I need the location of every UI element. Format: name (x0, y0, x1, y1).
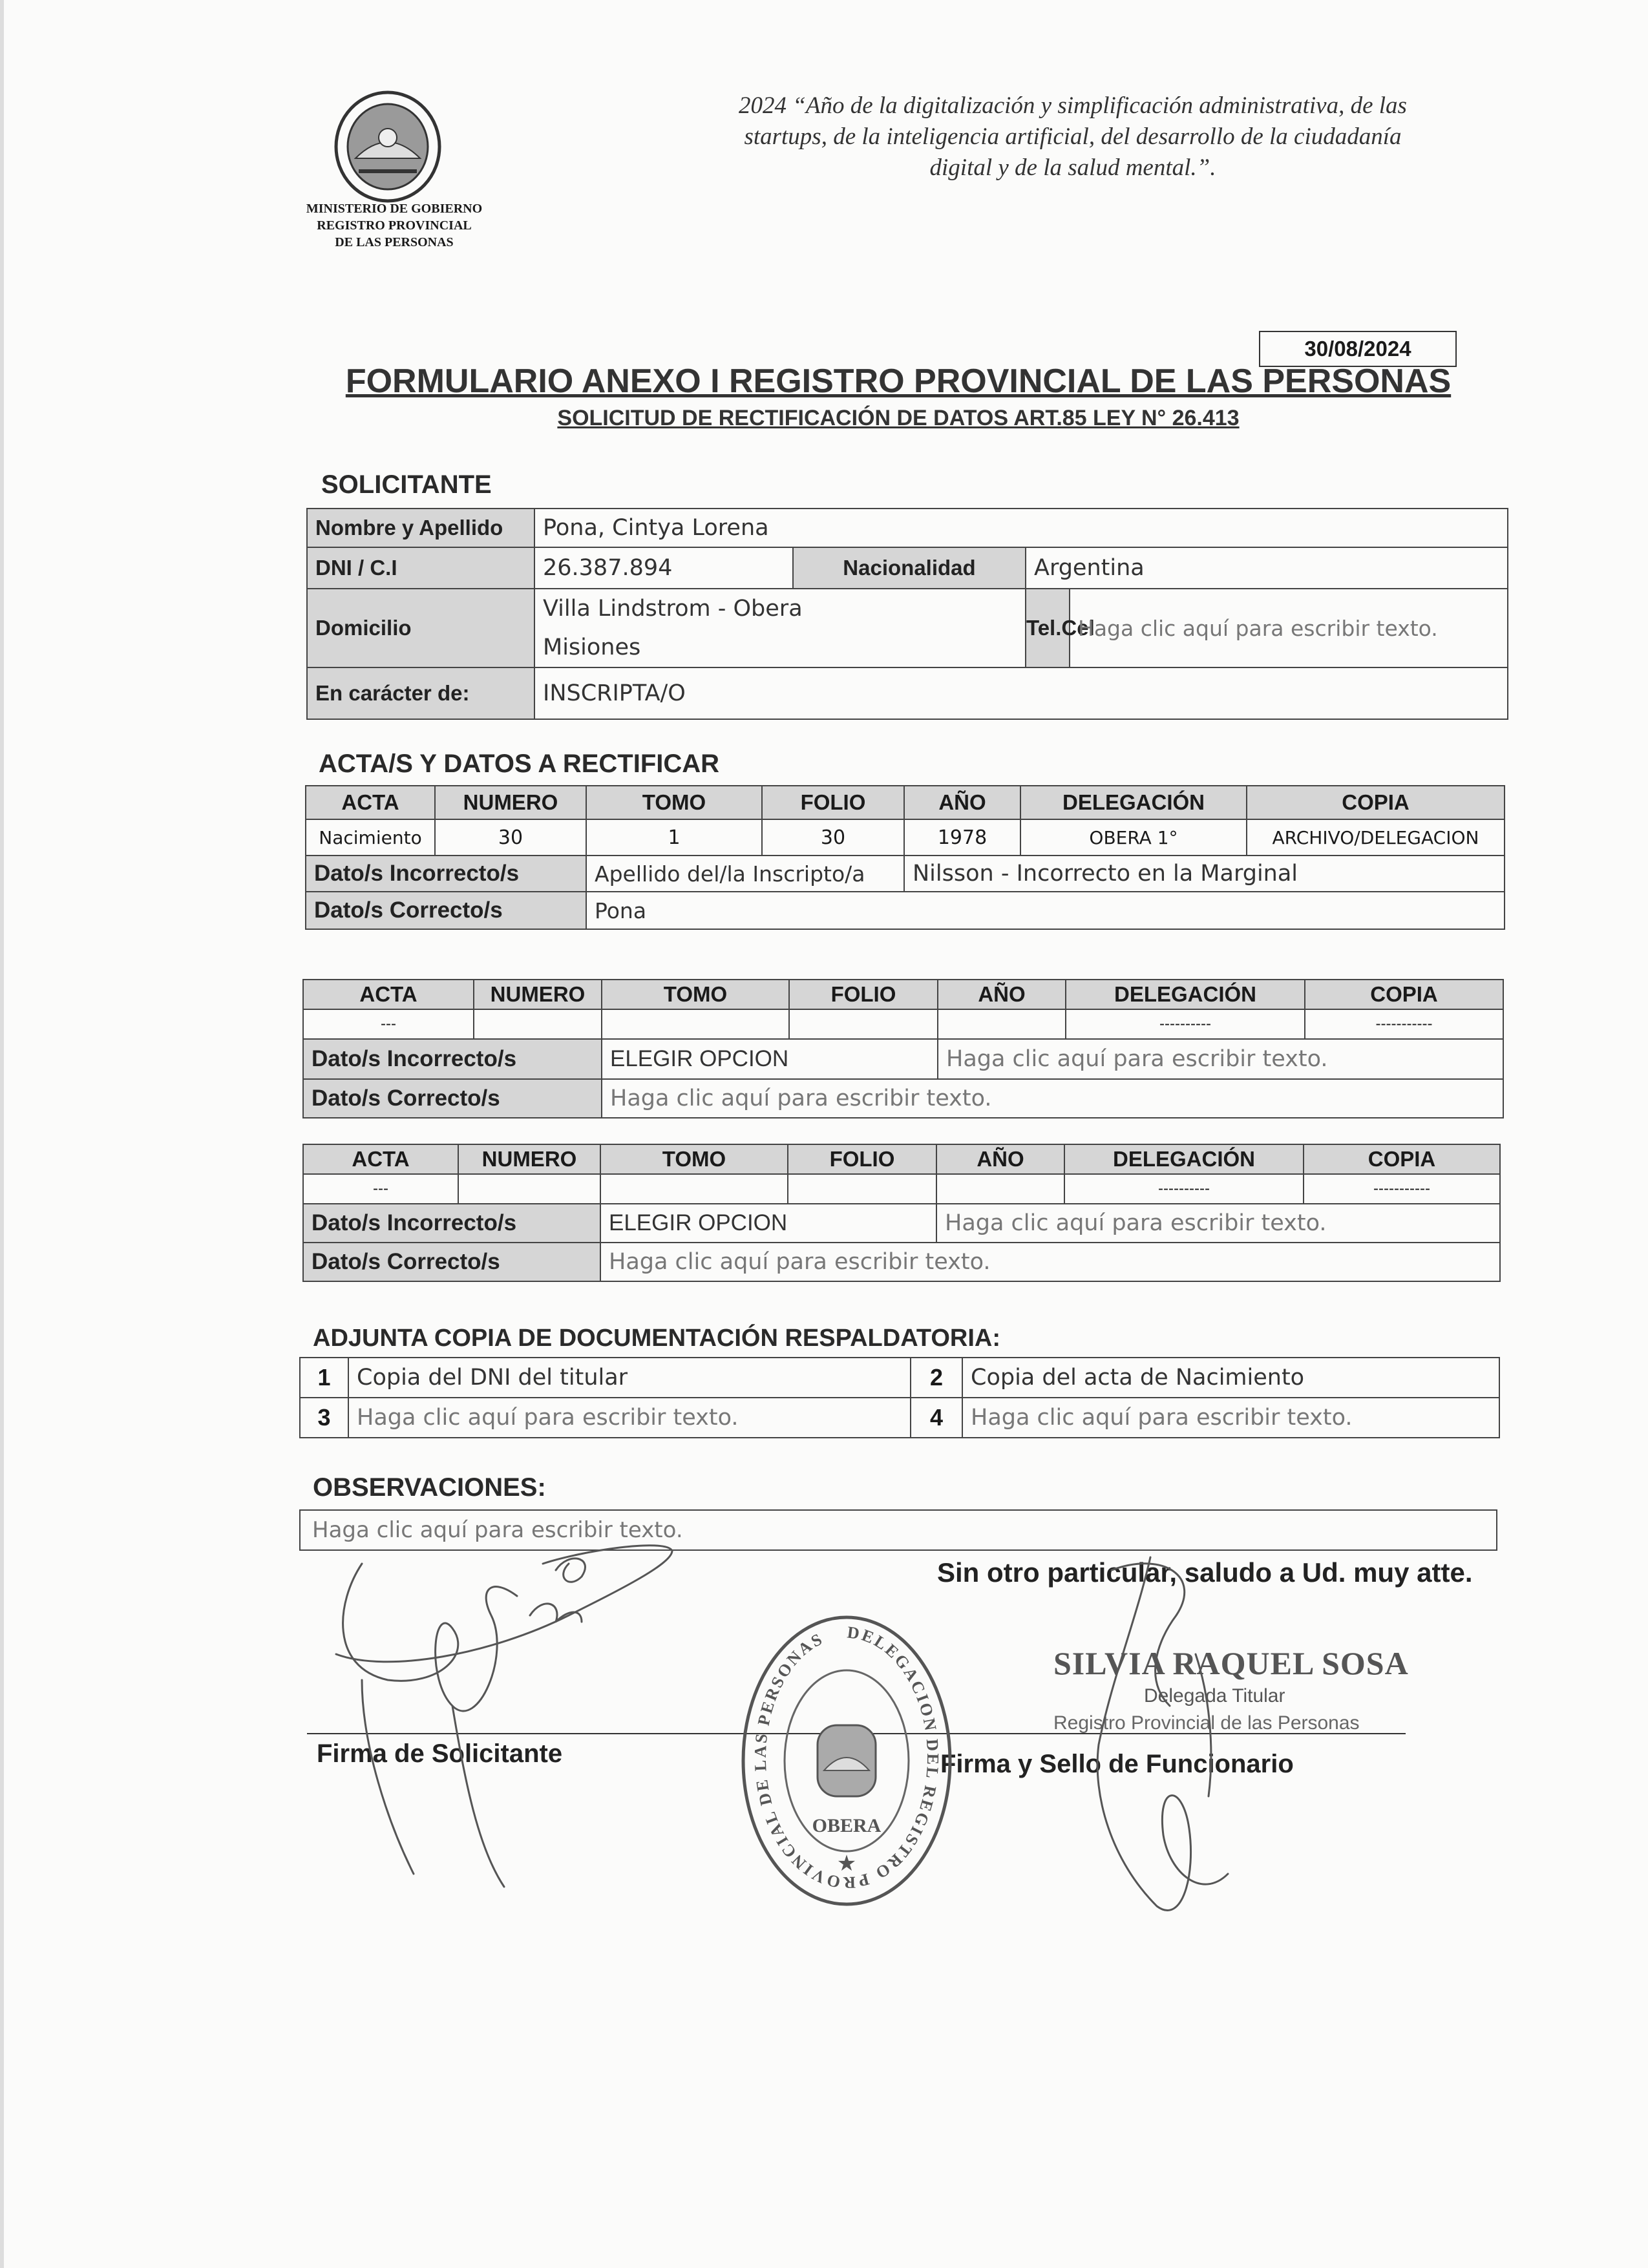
nombre-label: Nombre y Apellido (307, 509, 534, 547)
col-tomo: TOMO (586, 786, 762, 819)
acta-block-2 (302, 979, 1504, 1118)
acta-folio[interactable] (789, 1009, 938, 1039)
acta-delegacion[interactable]: ---------- (1066, 1009, 1305, 1039)
incorrect-value-field[interactable]: Haga clic aquí para escribir texto. (938, 1039, 1503, 1079)
acta-anio[interactable] (936, 1174, 1064, 1204)
firma-solicitante-label: Firma de Solicitante (317, 1739, 563, 1768)
doc-item-4[interactable]: Haga clic aquí para escribir texto. (962, 1398, 1499, 1438)
section-title-observaciones: OBSERVACIONES: (313, 1473, 546, 1502)
seal-ring-text: DELEGACION DEL REGISTRO PROVINCIAL DE LAS PERSONAS (750, 1622, 943, 1893)
col-tomo: TOMO (600, 1144, 788, 1174)
observaciones-field[interactable]: Haga clic aquí para escribir texto. (300, 1510, 1497, 1550)
col-acta: ACTA (303, 1144, 458, 1174)
adjunta-table (299, 1357, 1500, 1438)
ministry-line: MINISTERIO DE GOBIERNO (306, 202, 483, 216)
acta-numero[interactable]: 30 (435, 819, 586, 856)
domicilio-label: Domicilio (307, 589, 534, 667)
incorrect-field-select[interactable]: ELEGIR OPCION (600, 1204, 936, 1243)
col-acta: ACTA (306, 786, 435, 819)
incorrect-value-field[interactable]: Nilsson - Incorrecto en la Marginal (904, 856, 1505, 892)
observaciones-table (299, 1509, 1497, 1551)
acta-copia[interactable]: ----------- (1304, 1174, 1500, 1204)
incorrect-label: Dato/s Incorrecto/s (303, 1204, 600, 1243)
acta-folio[interactable]: 30 (762, 819, 904, 856)
acta-type[interactable]: Nacimiento (306, 819, 435, 856)
firma-funcionario-label: Firma y Sello de Funcionario (940, 1750, 1294, 1778)
doc-item-1[interactable]: Copia del DNI del titular (348, 1358, 911, 1398)
correct-label: Dato/s Correcto/s (303, 1243, 600, 1281)
dni-label: DNI / C.I (307, 547, 534, 589)
acta-tomo[interactable]: 1 (586, 819, 762, 856)
seal-star: ★ (836, 1851, 857, 1876)
col-acta: ACTA (303, 980, 474, 1009)
section-title-adjunta: ADJUNTA COPIA DE DOCUMENTACIÓN RESPALDATORIA: (313, 1325, 1000, 1352)
col-folio: FOLIO (762, 786, 904, 819)
doc-item-2[interactable]: Copia del acta de Nacimiento (962, 1358, 1499, 1398)
col-copia: COPIA (1304, 1144, 1500, 1174)
incorrect-field-select[interactable]: Apellido del/la Inscripto/a (586, 856, 904, 892)
form-date[interactable]: 30/08/2024 (1259, 331, 1457, 367)
domicilio-line: Misiones (543, 635, 641, 660)
form-subtitle: SOLICITUD DE RECTIFICACIÓN DE DATOS ART.85 LEY N° 26.413 (557, 406, 1240, 430)
province-coat-of-arms (330, 87, 446, 204)
col-tomo: TOMO (602, 980, 789, 1009)
ministry-line: DE LAS PERSONAS (335, 235, 454, 249)
acta-delegacion[interactable]: ---------- (1064, 1174, 1304, 1204)
incorrect-field-select[interactable]: ELEGIR OPCION (602, 1039, 938, 1079)
incorrect-label: Dato/s Incorrecto/s (303, 1039, 602, 1079)
doc-number: 1 (300, 1358, 348, 1398)
correct-label: Dato/s Correcto/s (306, 892, 586, 929)
section-title-actas: ACTA/S Y DATOS A RECTIFICAR (319, 750, 720, 778)
acta-tomo[interactable] (600, 1174, 788, 1204)
doc-number: 3 (300, 1398, 348, 1438)
col-folio: FOLIO (788, 1144, 936, 1174)
col-numero: NUMERO (474, 980, 602, 1009)
col-anio: AÑO (936, 1144, 1064, 1174)
official-motto (653, 90, 1493, 184)
col-delegacion: DELEGACIÓN (1066, 980, 1305, 1009)
domicilio-field[interactable] (534, 589, 1026, 667)
caracter-label: En carácter de: (307, 667, 534, 719)
acta-block-1 (305, 785, 1505, 930)
officer-role: Delegada Titular (1144, 1685, 1285, 1706)
acta-numero[interactable] (458, 1174, 600, 1204)
motto-line: startups, de la inteligencia artificial, del desarrollo de la ciudadanía (744, 123, 1402, 150)
caracter-field[interactable]: INSCRIPTA/O (534, 667, 1508, 719)
correct-value-field[interactable]: Haga clic aquí para escribir texto. (602, 1079, 1503, 1118)
section-title-solicitante: SOLICITANTE (321, 470, 492, 499)
officer-name: SILVIA RAQUEL SOSA (1053, 1645, 1409, 1681)
correct-label: Dato/s Correcto/s (303, 1079, 602, 1118)
acta-numero[interactable] (474, 1009, 602, 1039)
col-folio: FOLIO (789, 980, 938, 1009)
nacionalidad-label: Nacionalidad (793, 547, 1026, 589)
correct-value-field[interactable]: Pona (586, 892, 1505, 929)
acta-block-3 (302, 1144, 1501, 1282)
col-anio: AÑO (904, 786, 1020, 819)
col-delegacion: DELEGACIÓN (1020, 786, 1247, 819)
motto-line: 2024 “Año de la digitalización y simplificación administrativa, de las (739, 92, 1407, 119)
doc-number: 4 (911, 1398, 962, 1438)
acta-anio[interactable]: 1978 (904, 819, 1020, 856)
col-anio: AÑO (938, 980, 1066, 1009)
acta-delegacion[interactable]: OBERA 1° (1020, 819, 1247, 856)
dni-field[interactable]: 26.387.894 (534, 547, 793, 589)
col-delegacion: DELEGACIÓN (1064, 1144, 1304, 1174)
seal-bottom-text: OBERA (812, 1815, 882, 1836)
doc-item-3[interactable]: Haga clic aquí para escribir texto. (348, 1398, 911, 1438)
tel-field[interactable]: Haga clic aquí para escribir texto. (1070, 589, 1508, 667)
ministry-block (284, 200, 504, 251)
acta-folio[interactable] (788, 1174, 936, 1204)
nacionalidad-field[interactable]: Argentina (1026, 547, 1508, 589)
acta-copia[interactable]: ----------- (1305, 1009, 1503, 1039)
officer-registry: Registro Provincial de las Personas (1053, 1712, 1360, 1734)
col-numero: NUMERO (435, 786, 586, 819)
ministry-line: REGISTRO PROVINCIAL (317, 218, 472, 233)
incorrect-value-field[interactable]: Haga clic aquí para escribir texto. (936, 1204, 1500, 1243)
nombre-field[interactable]: Pona, Cintya Lorena (534, 509, 1508, 547)
incorrect-label: Dato/s Incorrecto/s (306, 856, 586, 892)
acta-type[interactable]: --- (303, 1009, 474, 1039)
tel-label: Tel.Cel (1026, 589, 1070, 667)
acta-tomo[interactable] (602, 1009, 789, 1039)
correct-value-field[interactable]: Haga clic aquí para escribir texto. (600, 1243, 1500, 1281)
official-seal (737, 1609, 956, 1913)
col-copia: COPIA (1305, 980, 1503, 1009)
domicilio-line: Villa Lindstrom - Obera (543, 596, 803, 622)
col-numero: NUMERO (458, 1144, 600, 1174)
col-copia: COPIA (1247, 786, 1505, 819)
closing-salutation: Sin otro particular, saludo a Ud. muy atte. (937, 1557, 1473, 1588)
form-title: FORMULARIO ANEXO I REGISTRO PROVINCIAL DE LAS PERSONAS (345, 362, 1452, 400)
acta-anio[interactable] (938, 1009, 1066, 1039)
scan-edge (0, 0, 4, 2268)
acta-type[interactable]: --- (303, 1174, 458, 1204)
doc-number: 2 (911, 1358, 962, 1398)
motto-line: digital y de la salud mental.”. (929, 154, 1216, 181)
acta-copia[interactable]: ARCHIVO/DELEGACION (1247, 819, 1505, 856)
solicitante-table (306, 508, 1508, 720)
